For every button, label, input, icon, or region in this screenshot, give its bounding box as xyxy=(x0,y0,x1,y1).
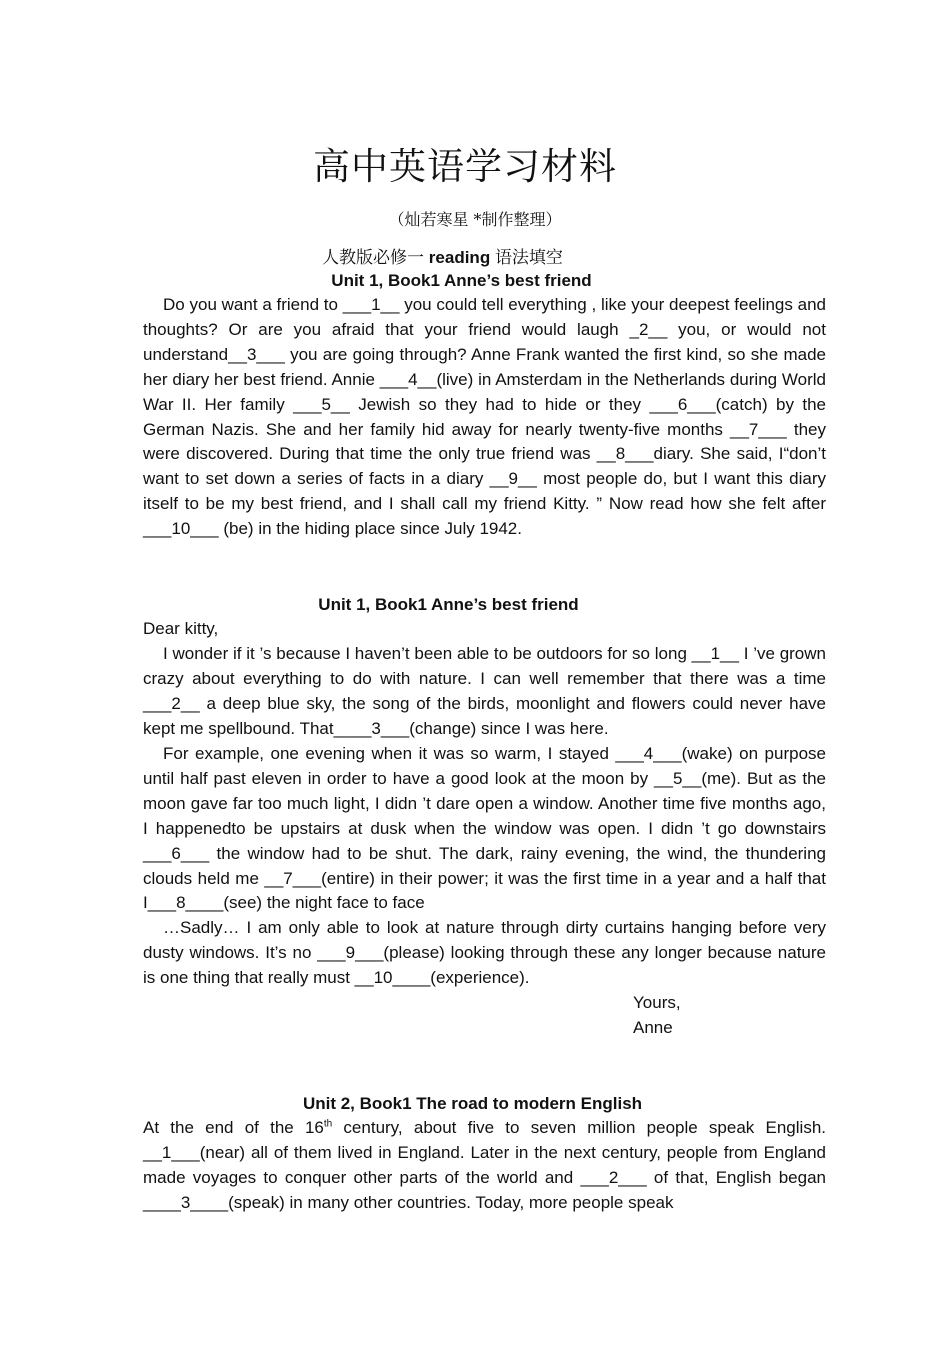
series-line xyxy=(0,243,885,268)
paragraph-unit1-intro: Do you want a friend to ___1__ you could tell everything , like your deepest feelings and thoughts? Or are you afraid that your friend would laugh _2__ you, or would not understand__3___ you are going through? Anne Frank wanted the first kind, so she made her diary her best friend. Annie ___4__(live) in Amsterdam in the Netherlands during World War II. Her family ___5__ Jewish so they had to hide or they ___6___(catch) by the German Nazis. She and her family hid away for nearly twenty-five months __7___ they were discovered. During that time the only true friend was __8___diary. She said, I“don’t want to set down a series of facts in a diary __9__ most people do, but I want this diary itself to be my best friend, and I shall call my friend Kitty. ” Now read how she felt after ___10___ (be) in the hiding place since July 1942. xyxy=(143,295,826,539)
document-title: 高中英语学习材料 xyxy=(313,145,617,188)
letter-paragraph-2: For example, one evening when it was so warm, I stayed ___4___(wake) on purpose until half past eleven in order to have a good look at the moon by __5__(me). But as the moon gave far too much light, I didn ’t dare open a window. Another time five months ago, I happenedto be upstairs at dusk when the window was open. I didn ’t go downstairs ___6___ the window had to be shut. The dark, rainy evening, the wind, the thundering clouds held me __7___(entire) in their power; it was the first time in a year and a half that I___8____(see) the night face to face xyxy=(143,744,826,913)
section-heading-unit2: Unit 2, Book1 The road to modern English xyxy=(302,1094,643,1113)
series-suffix: 语法填空 xyxy=(494,248,563,268)
paragraph-unit2 xyxy=(143,1116,826,1216)
document-subtitle: （灿若寒星 *制作整理） xyxy=(388,210,562,229)
section-heading-unit1-letter: Unit 1, Book1 Anne’s best friend xyxy=(318,595,579,614)
letter-closing: Yours, xyxy=(633,993,681,1012)
letter-paragraph-1: I wonder if it ’s because I haven’t been able to be outdoors for so long __1__ I ’ve grown crazy about everything to do with nature. I can well remember that there was a time ___2__ a deep blue sky, the song of the birds, moonlight and flowers could never have kept me spellbound. That____3___(change) since I was here. xyxy=(143,644,826,738)
letter-paragraph-3: …Sadly… I am only able to look at nature through dirty curtains hanging before very dusty windows. It’s no ___9___(please) looking through these any longer because nature is one thing that really must __10____(experience). xyxy=(143,918,826,987)
series-keyword: reading xyxy=(428,248,491,267)
letter-signature: Anne xyxy=(633,1018,673,1037)
letter-greeting: Dear kitty, xyxy=(143,619,219,638)
paragraph-unit2-rest: century, about five to seven million people speak English. __1___(near) all of them lived in England. Later in the next century, people from England made voyages to conquer other parts of the world and ___2___ of that, English began ____3____(speak) in many other countries. Today, more people speak xyxy=(143,1118,826,1212)
ordinal-suffix: th xyxy=(323,1118,333,1130)
paragraph-unit2-start: At the end of the 16 xyxy=(143,1118,324,1137)
section-heading-unit1-intro: Unit 1, Book1 Anne’s best friend xyxy=(331,271,592,290)
series-prefix: 人教版必修一 xyxy=(322,248,425,268)
